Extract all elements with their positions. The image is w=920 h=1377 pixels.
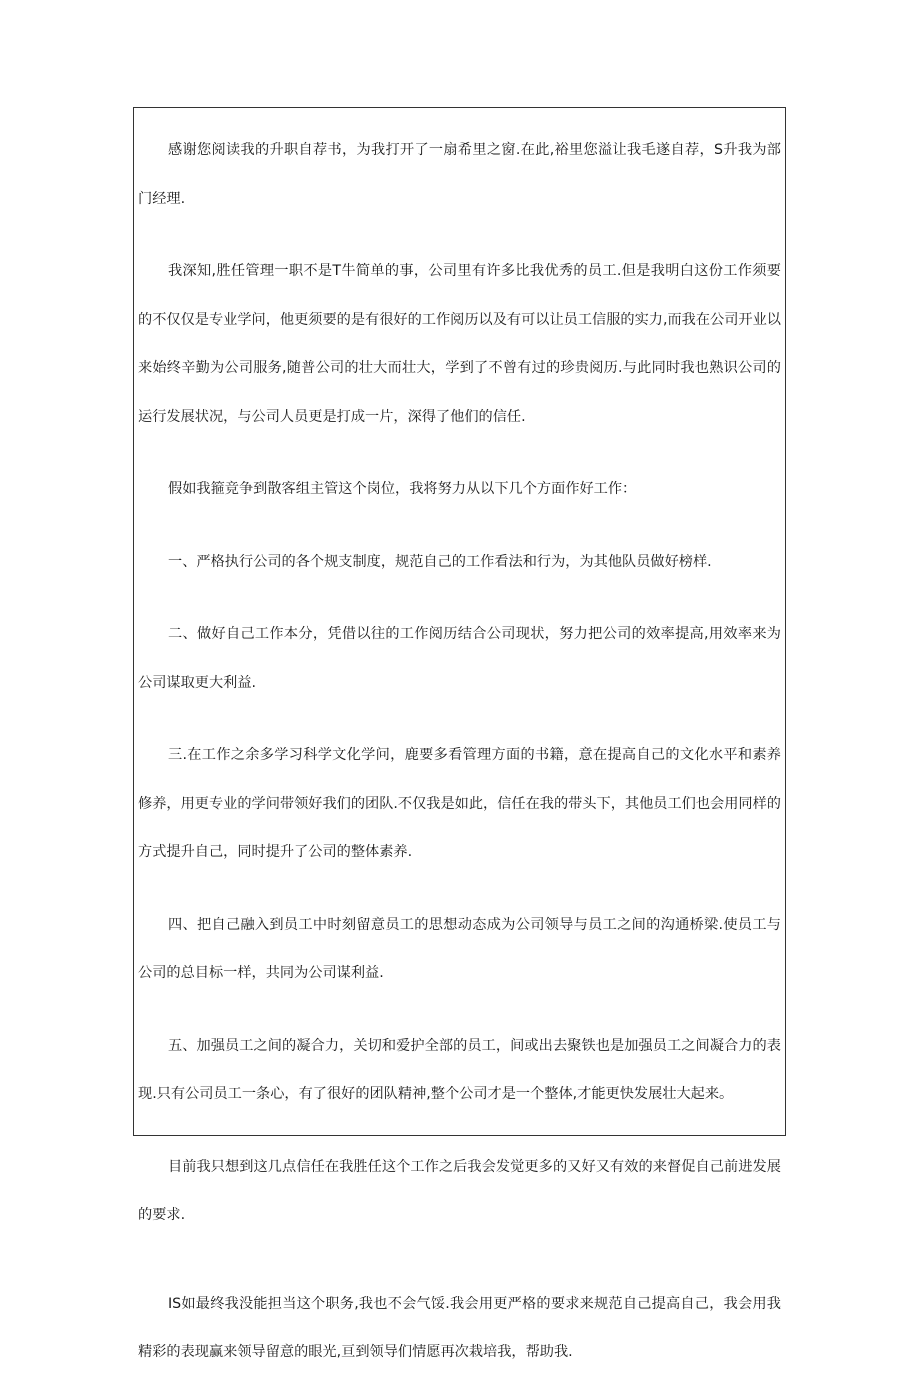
paragraph-point-2: 二、做好自己工作本分，凭借以往的工作阅历结合公司现状，努力把公司的效率提高,用效率来为公司谋取更大利益.: [138, 626, 781, 691]
paragraph-closing: IS如最终我没能担当这个职务,我也不会气馁.我会用更严格的要求来规范自己提高自己，我会用我精彩的表现赢来领导留意的眼光,亘到领导们情愿再次栽培我，帮助我.: [138, 1295, 781, 1360]
paragraph-plan-intro: 假如我箍竞争到散客组主管这个岗位，我将努力从以下几个方面作好工作：: [168, 481, 637, 497]
paragraph-point-1: 一、严格执行公司的各个规支制度，规范自己的工作看法和行为，为其他队员做好榜样.: [168, 553, 712, 570]
paragraph-point-3: 三.在工作之余多学习科学文化学问，鹿要多看管理方面的书籍，意在提高自己的文化水平和素养修养，用更专业的学问带领好我们的团队.不仅我是如此，信任在我的带头下，其他员工们也会用同样的方式提升自己，同时提升了公司的整体素养.: [138, 747, 781, 860]
paragraph-point-5: 五、加强员工之间的凝合力，关切和爱护全部的员工，间或出去聚铁也是加强员工之间凝合力的表现.只有公司员工一条心，有了很好的团队精神,整个公司才是一个整体,才能更快发展壮大起来。: [138, 1037, 781, 1102]
paragraph-intro: 感谢您阅读我的升职自荐书，为我打开了一扇希里之窗.在此,裕里您溢让我毛遂自荐，S升我为部门经理.: [138, 142, 781, 207]
paragraph-self-assessment: 我深知,胜任管理一职不是T牛简单的事，公司里有许多比我优秀的员工.但是我明白这份工作须要的不仅仅是专业学问，他更须要的是有很好的工作阅历以及有可以让员工信服的实力,而我在公司开业以来始终辛勤为公司服务,随普公司的壮大而壮大，学到了不曾有过的珍贵阅历.与此同时我也熟识公司的运行发展状况，与公司人员更是打成一片，深得了他们的信任.: [138, 263, 781, 425]
paragraph-point-4: 四、把自己融入到员工中时刻留意员工的思想动态成为公司领导与员工之间的沟通桥梁.使员工与公司的总目标一样，共同为公司谋利益.: [138, 916, 781, 981]
document-frame: [133, 107, 786, 1360]
paragraph-summary: 目前我只想到这几点信任在我胜任这个工作之后我会发觉更多的又好又有效的来督促自己前进发展的要求.: [138, 1158, 781, 1223]
